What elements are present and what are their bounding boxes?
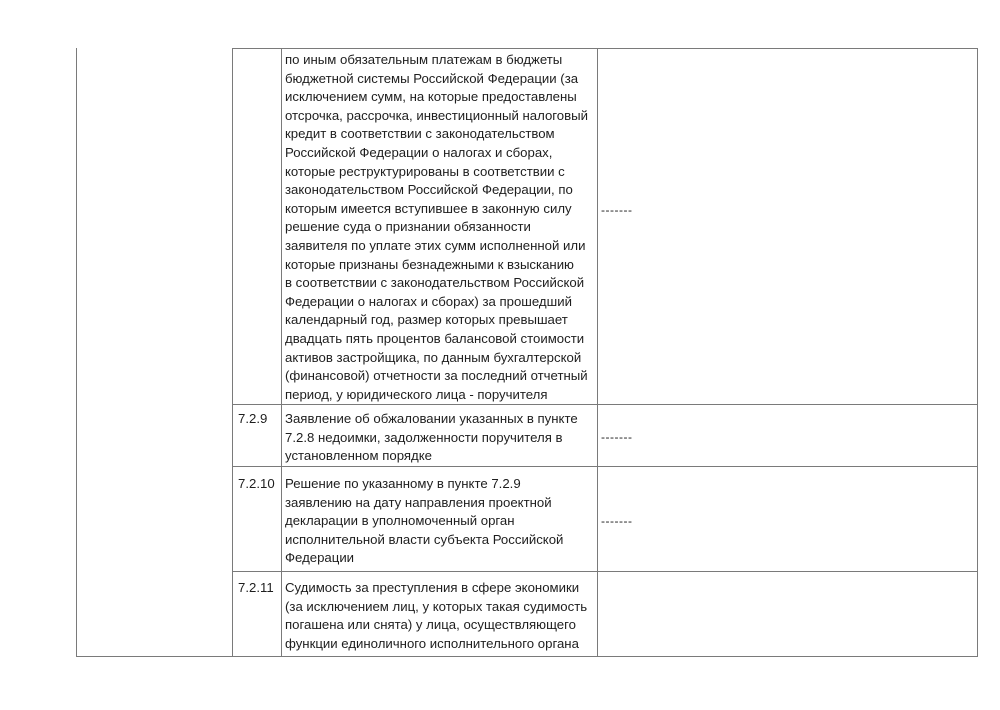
table-column-divider-1 <box>232 48 233 657</box>
table-border-left <box>76 48 77 657</box>
table-column-divider-3 <box>597 48 598 657</box>
table-row-3-number: 7.2.10 <box>238 476 275 491</box>
row-divider-3 <box>232 571 978 572</box>
table-column-divider-2 <box>281 48 282 657</box>
table-row-2-number: 7.2.9 <box>238 411 268 426</box>
table-row-3-description: Решение по указанному в пункте 7.2.9 заявлению на дату направления проектной декларации в уполномоченный орган исполнительной власти субъекта Российской Федерации <box>285 476 564 566</box>
table-row-2-description: Заявление об обжаловании указанных в пункте 7.2.8 недоимки, задолженности поручителя в установленном порядке <box>285 411 578 464</box>
table-row-4-description: Судимость за преступления в сфере экономики (за исключением лиц, у которых такая судимость погашена или снята) у лица, осуществляющего функции единоличного исполнительного органа <box>285 580 588 651</box>
table-border-bottom <box>76 656 978 657</box>
table-row-1-description: по иным обязательным платежам в бюджеты бюджетной системы Российской Федерации (за исключением сумм, на которые предоставлены отсрочка, рассрочка, инвестиционный налоговый кредит в соответствии с законодательством Российской Федерации о налогах и сборах, которые реструктурированы в соответствии с законодательством Российской Федерации, по которым имеется вступившее в законную силу решение суда о признании обязанности заявителя по уплате этих сумм исполненной или которые признаны безнадежными к взысканию в соответствии с законодательством Российской Федерации о налогах и сборах) за прошедший календарный год, размер которых превышает двадцать пять процентов балансовой стоимости активов застройщика, по данным бухгалтерской (финансовой) отчетности за последний отчетный период, у юридического лица - поручителя <box>285 52 588 402</box>
table-row-1-value: ------- <box>601 203 633 217</box>
table-border-right <box>977 48 978 657</box>
table-border-top <box>232 48 978 49</box>
table-row-2-value: ------- <box>601 430 633 444</box>
table-row-4-number: 7.2.11 <box>238 580 274 595</box>
row-divider-2 <box>232 466 978 467</box>
table-row-3-value: ------- <box>601 514 633 528</box>
